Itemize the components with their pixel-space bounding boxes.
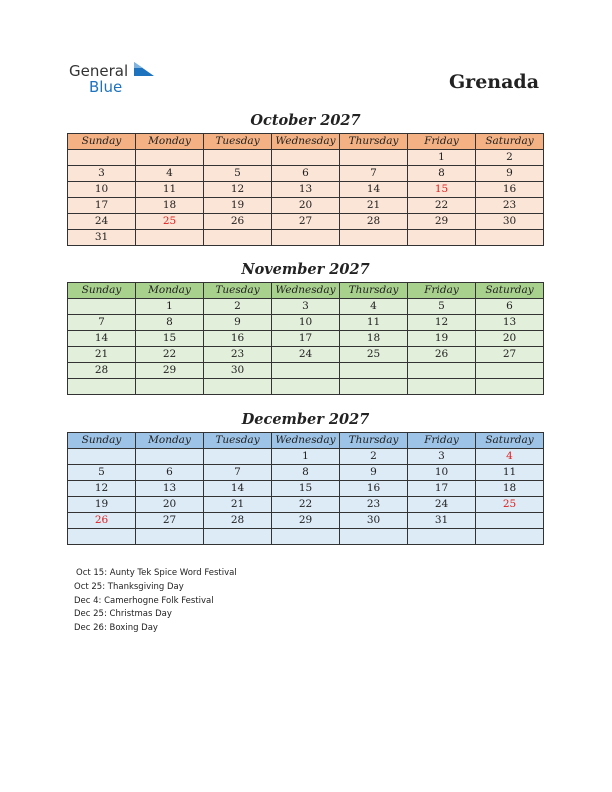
holiday-note: Dec 4: Camerhogne Folk Festival <box>74 595 214 606</box>
empty-day-cell <box>68 150 136 166</box>
week-row <box>68 497 544 513</box>
day-cell: 7 <box>204 465 272 481</box>
day-cell: 21 <box>340 198 408 214</box>
brand-logo <box>69 60 159 96</box>
empty-day-cell <box>476 379 544 395</box>
weekday-label: Sunday <box>68 134 136 150</box>
empty-day-cell <box>204 449 272 465</box>
day-cell: 6 <box>476 299 544 315</box>
empty-day-cell <box>68 449 136 465</box>
weekday-label: Sunday <box>68 433 136 449</box>
week-row <box>68 166 544 182</box>
day-cell: 4 <box>476 449 544 465</box>
day-cell: 12 <box>408 315 476 331</box>
weekday-label: Saturday <box>476 283 544 299</box>
day-cell: 18 <box>340 331 408 347</box>
week-row <box>68 347 544 363</box>
day-cell: 20 <box>476 331 544 347</box>
holiday-note: Dec 25: Christmas Day <box>74 609 172 620</box>
day-cell: 27 <box>476 347 544 363</box>
weekday-label: Friday <box>408 134 476 150</box>
day-cell: 14 <box>340 182 408 198</box>
week-row <box>68 299 544 315</box>
empty-day-cell <box>476 230 544 246</box>
empty-day-cell <box>408 529 476 545</box>
weekday-label: Monday <box>136 433 204 449</box>
empty-day-cell <box>340 230 408 246</box>
country-name: Grenada <box>448 71 539 93</box>
empty-day-cell <box>476 363 544 379</box>
day-cell: 28 <box>204 513 272 529</box>
empty-day-cell <box>68 299 136 315</box>
empty-day-cell <box>136 379 204 395</box>
day-cell: 21 <box>68 347 136 363</box>
day-cell: 28 <box>340 214 408 230</box>
week-row <box>68 198 544 214</box>
weekday-header-row <box>68 134 544 150</box>
empty-day-cell <box>136 150 204 166</box>
day-cell: 24 <box>272 347 340 363</box>
day-cell: 7 <box>68 315 136 331</box>
day-cell: 26 <box>408 347 476 363</box>
month-title-november: November 2027 <box>241 261 370 278</box>
day-cell: 10 <box>408 465 476 481</box>
week-row <box>68 465 544 481</box>
day-cell: 26 <box>68 513 136 529</box>
day-cell: 23 <box>476 198 544 214</box>
day-cell: 16 <box>204 331 272 347</box>
week-row <box>68 230 544 246</box>
weekday-label: Wednesday <box>272 433 340 449</box>
week-row <box>68 214 544 230</box>
day-cell: 7 <box>340 166 408 182</box>
day-cell: 19 <box>68 497 136 513</box>
day-cell: 17 <box>408 481 476 497</box>
day-cell: 21 <box>204 497 272 513</box>
day-cell: 18 <box>476 481 544 497</box>
empty-day-cell <box>408 379 476 395</box>
empty-day-cell <box>272 529 340 545</box>
empty-day-cell <box>68 529 136 545</box>
holiday-note: Oct 15: Aunty Tek Spice Word Festival <box>76 568 237 578</box>
empty-day-cell <box>204 379 272 395</box>
week-row <box>68 513 544 529</box>
empty-day-cell <box>340 363 408 379</box>
day-cell: 23 <box>204 347 272 363</box>
empty-day-cell <box>340 379 408 395</box>
day-cell: 13 <box>272 182 340 198</box>
day-cell: 27 <box>272 214 340 230</box>
day-cell: 1 <box>136 299 204 315</box>
weekday-label: Tuesday <box>204 134 272 150</box>
holiday-notes <box>74 567 237 636</box>
week-row <box>68 449 544 465</box>
weekday-label: Tuesday <box>204 433 272 449</box>
empty-day-cell <box>340 529 408 545</box>
day-cell: 8 <box>408 166 476 182</box>
day-cell: 9 <box>476 166 544 182</box>
day-cell: 24 <box>408 497 476 513</box>
week-row <box>68 315 544 331</box>
weekday-label: Monday <box>136 283 204 299</box>
day-cell: 4 <box>136 166 204 182</box>
calendar-december <box>67 432 544 545</box>
holiday-note: Dec 26: Boxing Day <box>74 623 158 634</box>
day-cell: 5 <box>408 299 476 315</box>
empty-day-cell <box>272 150 340 166</box>
day-cell: 28 <box>68 363 136 379</box>
day-cell: 9 <box>204 315 272 331</box>
day-cell: 10 <box>68 182 136 198</box>
day-cell: 27 <box>136 513 204 529</box>
weekday-label: Saturday <box>476 134 544 150</box>
day-cell: 3 <box>68 166 136 182</box>
day-cell: 23 <box>340 497 408 513</box>
weekday-label: Friday <box>408 283 476 299</box>
day-cell: 15 <box>272 481 340 497</box>
day-cell: 14 <box>204 481 272 497</box>
empty-day-cell <box>204 230 272 246</box>
day-cell: 22 <box>408 198 476 214</box>
day-cell: 30 <box>340 513 408 529</box>
day-cell: 2 <box>204 299 272 315</box>
weekday-label: Monday <box>136 134 204 150</box>
logo-word-blue: Blue <box>89 78 123 96</box>
week-row <box>68 363 544 379</box>
day-cell: 17 <box>68 198 136 214</box>
day-cell: 19 <box>408 331 476 347</box>
day-cell: 8 <box>136 315 204 331</box>
empty-day-cell <box>272 230 340 246</box>
empty-day-cell <box>204 150 272 166</box>
day-cell: 6 <box>136 465 204 481</box>
day-cell: 12 <box>68 481 136 497</box>
weekday-label: Thursday <box>340 433 408 449</box>
empty-day-cell <box>272 363 340 379</box>
day-cell: 13 <box>476 315 544 331</box>
day-cell: 6 <box>272 166 340 182</box>
empty-day-cell <box>136 529 204 545</box>
weekday-header-row <box>68 433 544 449</box>
day-cell: 13 <box>136 481 204 497</box>
day-cell: 1 <box>408 150 476 166</box>
day-cell: 11 <box>340 315 408 331</box>
week-row <box>68 182 544 198</box>
day-cell: 10 <box>272 315 340 331</box>
day-cell: 11 <box>476 465 544 481</box>
day-cell: 11 <box>136 182 204 198</box>
weekday-label: Wednesday <box>272 283 340 299</box>
empty-day-cell <box>136 230 204 246</box>
day-cell: 12 <box>204 182 272 198</box>
calendar-october <box>67 133 544 246</box>
day-cell: 25 <box>476 497 544 513</box>
day-cell: 17 <box>272 331 340 347</box>
day-cell: 2 <box>476 150 544 166</box>
day-cell: 8 <box>272 465 340 481</box>
day-cell: 15 <box>408 182 476 198</box>
empty-day-cell <box>476 513 544 529</box>
day-cell: 29 <box>272 513 340 529</box>
day-cell: 31 <box>408 513 476 529</box>
day-cell: 9 <box>340 465 408 481</box>
holiday-note: Oct 25: Thanksgiving Day <box>74 581 184 592</box>
week-row <box>68 379 544 395</box>
day-cell: 24 <box>68 214 136 230</box>
day-cell: 29 <box>408 214 476 230</box>
weekday-label: Thursday <box>340 283 408 299</box>
day-cell: 25 <box>340 347 408 363</box>
month-title-october: October 2027 <box>250 112 361 129</box>
calendar-november <box>67 282 544 395</box>
weekday-label: Saturday <box>476 433 544 449</box>
weekday-label: Sunday <box>68 283 136 299</box>
day-cell: 3 <box>272 299 340 315</box>
week-row <box>68 331 544 347</box>
logo-word-general: General <box>69 62 129 80</box>
empty-day-cell <box>272 379 340 395</box>
empty-day-cell <box>204 529 272 545</box>
weekday-label: Thursday <box>340 134 408 150</box>
day-cell: 16 <box>340 481 408 497</box>
empty-day-cell <box>408 363 476 379</box>
day-cell: 30 <box>204 363 272 379</box>
empty-day-cell <box>476 529 544 545</box>
empty-day-cell <box>408 230 476 246</box>
day-cell: 20 <box>136 497 204 513</box>
day-cell: 16 <box>476 182 544 198</box>
day-cell: 22 <box>272 497 340 513</box>
weekday-label: Wednesday <box>272 134 340 150</box>
empty-day-cell <box>136 449 204 465</box>
weekday-label: Tuesday <box>204 283 272 299</box>
day-cell: 18 <box>136 198 204 214</box>
day-cell: 4 <box>340 299 408 315</box>
logo-triangle-icon <box>134 62 154 76</box>
day-cell: 3 <box>408 449 476 465</box>
day-cell: 20 <box>272 198 340 214</box>
day-cell: 1 <box>272 449 340 465</box>
empty-day-cell <box>68 379 136 395</box>
weekday-label: Friday <box>408 433 476 449</box>
week-row <box>68 150 544 166</box>
week-row <box>68 481 544 497</box>
day-cell: 5 <box>68 465 136 481</box>
day-cell: 22 <box>136 347 204 363</box>
day-cell: 30 <box>476 214 544 230</box>
day-cell: 31 <box>68 230 136 246</box>
day-cell: 26 <box>204 214 272 230</box>
week-row <box>68 529 544 545</box>
day-cell: 25 <box>136 214 204 230</box>
weekday-header-row <box>68 283 544 299</box>
day-cell: 15 <box>136 331 204 347</box>
day-cell: 19 <box>204 198 272 214</box>
empty-day-cell <box>340 150 408 166</box>
day-cell: 2 <box>340 449 408 465</box>
month-title-december: December 2027 <box>241 411 370 428</box>
day-cell: 14 <box>68 331 136 347</box>
day-cell: 5 <box>204 166 272 182</box>
day-cell: 29 <box>136 363 204 379</box>
